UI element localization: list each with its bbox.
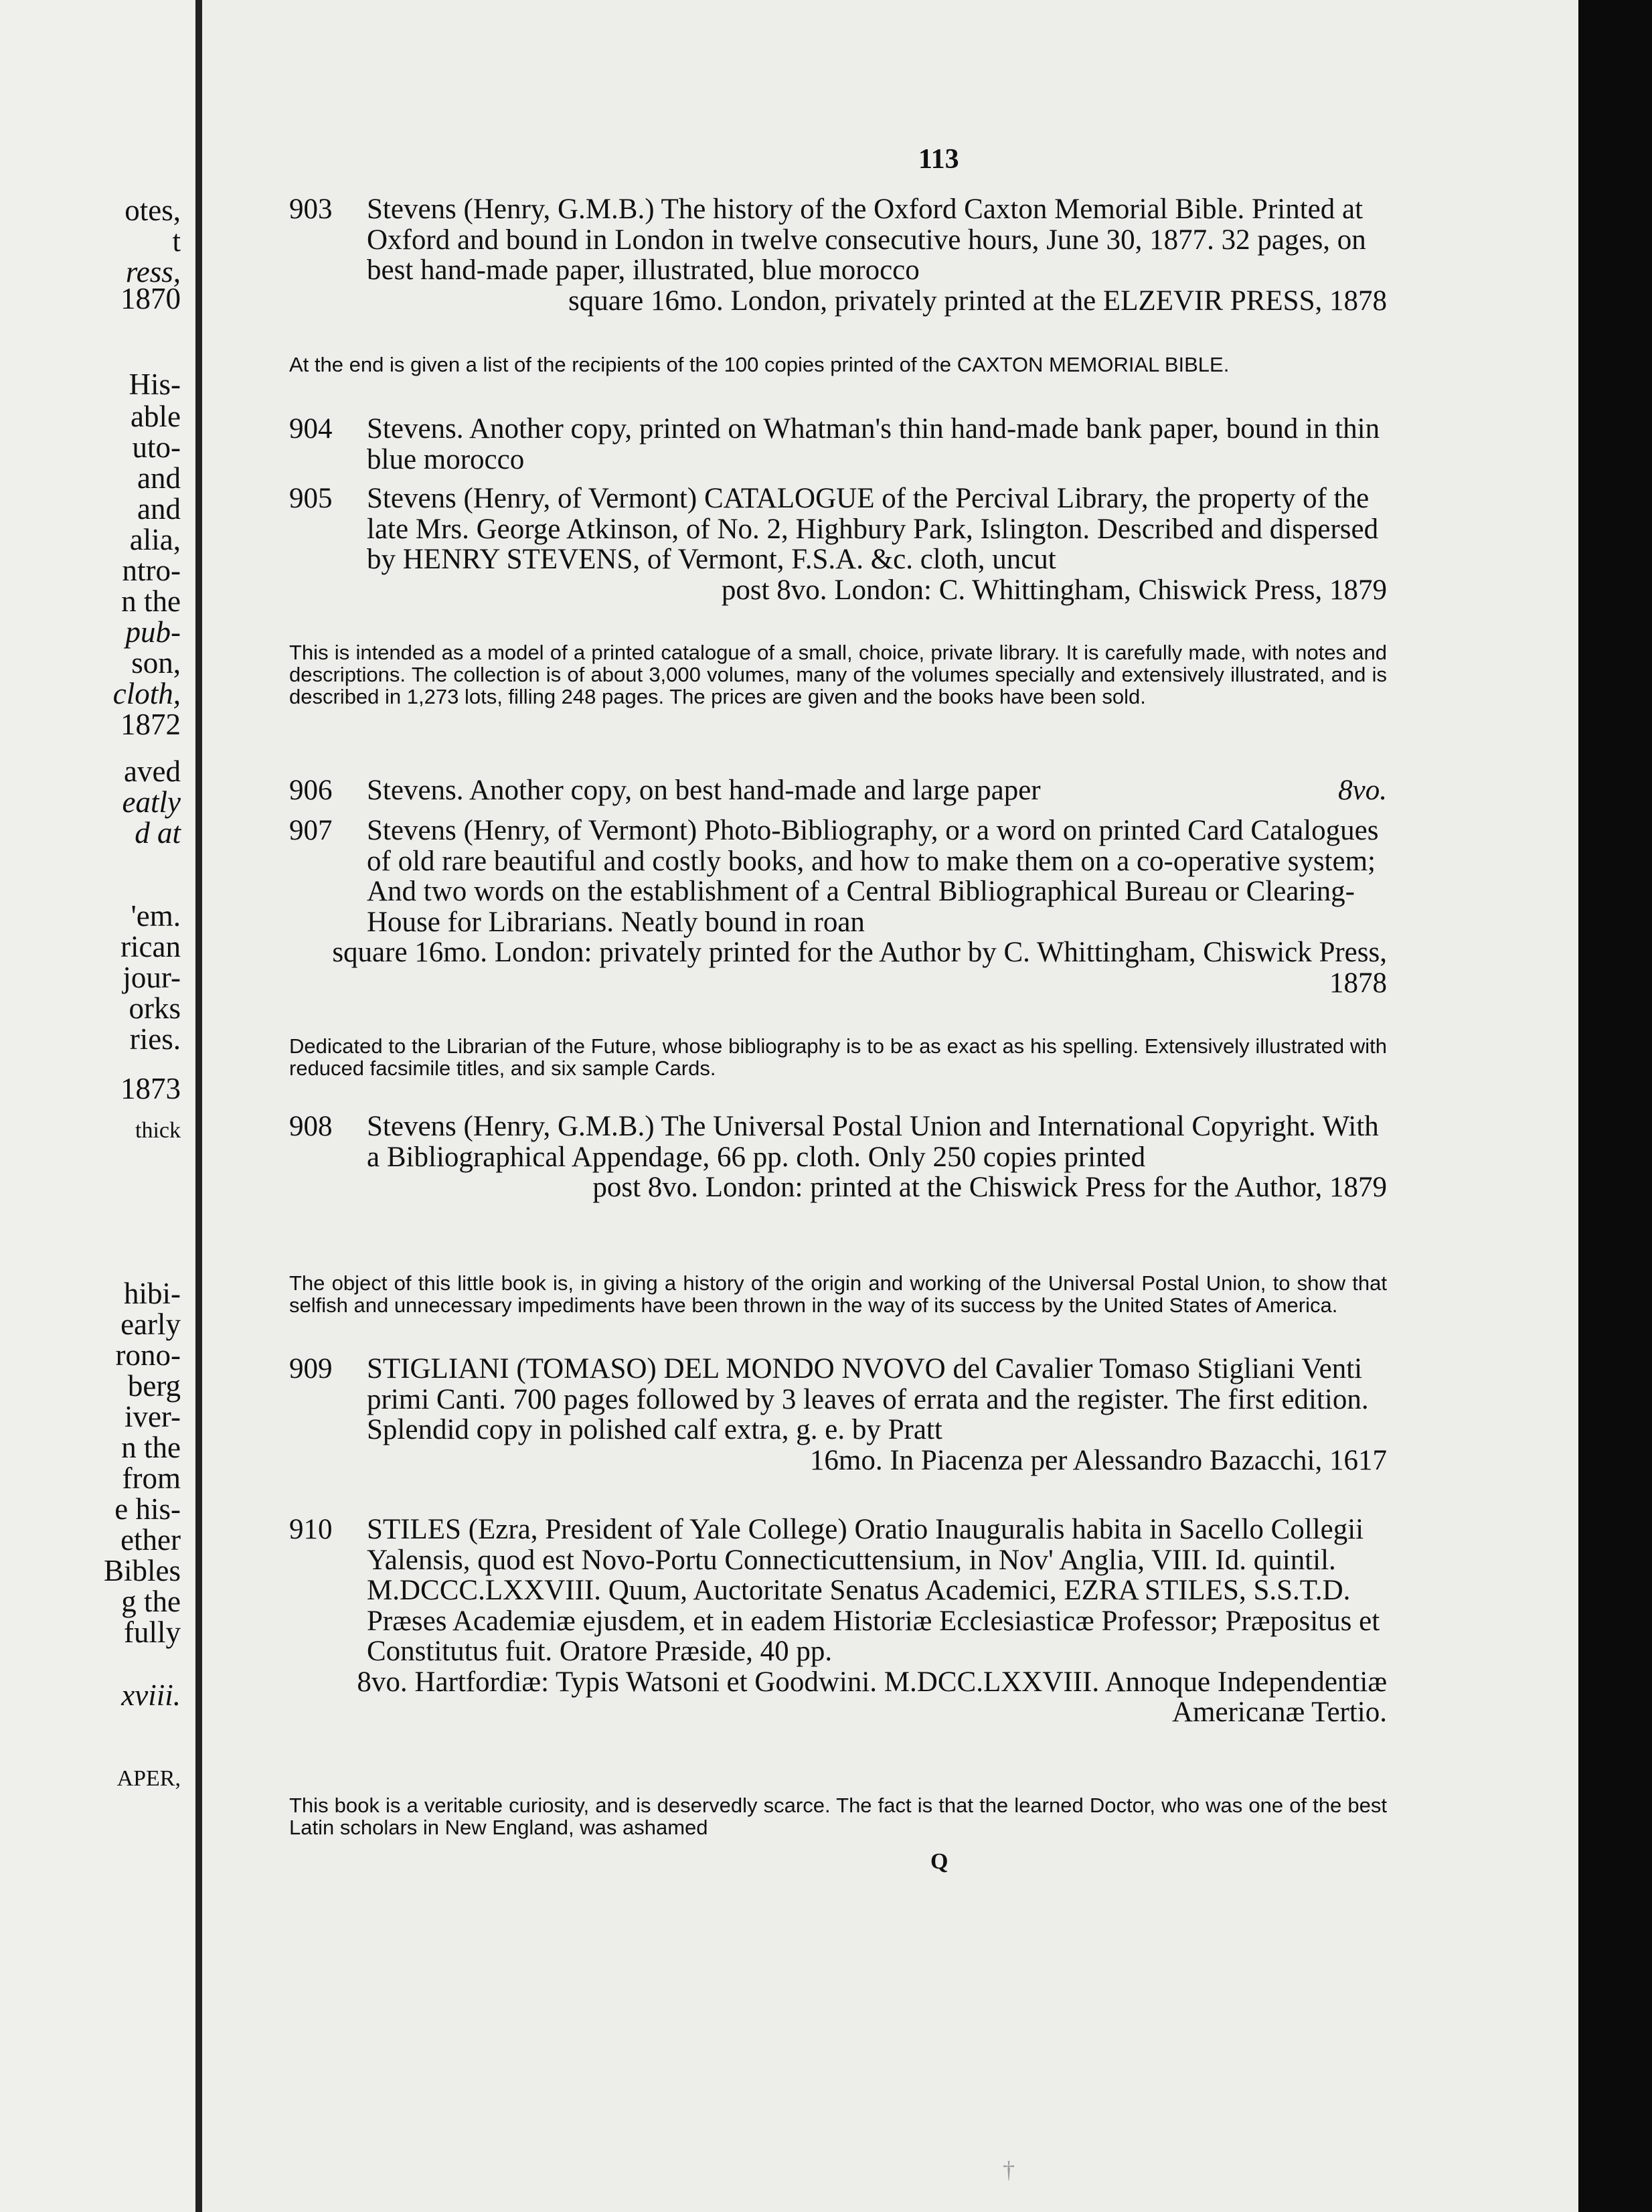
left-page-fragment — [0, 0, 195, 2212]
left-fragment: and — [137, 492, 181, 526]
entry-imprint: square 16mo. London: privately printed for the Author by C. Whittingham, Chiswick Press, 1878 — [332, 937, 1387, 999]
entry-note: This is intended as a model of a printed catalogue of a small, choice, private library. It is carefully made, with notes and descriptions. The collection is of about 3,000 volumes, many of the volumes specially and extensively illustrated, and is described in 1,273 lots, filling 248 pages. The prices are given and the books have been sold. — [289, 641, 1387, 708]
left-fragment: 1870 — [120, 282, 181, 315]
entry-number: 905 — [289, 483, 333, 514]
left-fragment: APER, — [116, 1766, 181, 1791]
left-fragment: 1872 — [120, 708, 181, 741]
left-fragment: eatly — [122, 785, 181, 819]
left-fragment: 'em. — [131, 899, 181, 933]
entry-number: 903 — [289, 193, 333, 225]
left-fragment: cloth, — [112, 677, 181, 710]
left-fragment: rono- — [115, 1338, 181, 1372]
catalogue-entry — [289, 1111, 1387, 1203]
catalogue-entry — [289, 483, 1387, 605]
page-number: 113 — [918, 144, 959, 175]
left-fragment: n the — [121, 584, 181, 618]
left-fragment: Bibles — [103, 1554, 181, 1587]
left-fragment: ress, — [125, 255, 181, 289]
entry-format: 8vo. — [1338, 775, 1387, 806]
left-fragment: uto- — [132, 430, 181, 464]
left-fragment: berg — [127, 1369, 181, 1403]
left-fragment: hibi- — [124, 1277, 181, 1310]
left-fragment: thick — [135, 1118, 181, 1143]
entry-note: This book is a veritable curiosity, and is deservedly scarce. The fact is that the learned Doctor, who was one of the best Latin scholars in New England, was ashamed — [289, 1794, 1387, 1839]
left-fragment: e his- — [114, 1492, 181, 1526]
left-fragment: son, — [131, 646, 181, 680]
left-fragment: jour- — [122, 961, 181, 994]
left-fragment: His- — [129, 368, 181, 401]
left-fragment: 1873 — [120, 1072, 181, 1105]
entry-description: Stevens. Another copy, printed on Whatman's thin hand-made bank paper, bound in thin blue morocco — [367, 413, 1380, 475]
catalogue-entry — [289, 1354, 1387, 1476]
catalogue-entry — [289, 775, 1387, 806]
entry-number: 904 — [289, 413, 333, 445]
left-fragment: otes, — [125, 193, 181, 227]
left-fragment: from — [122, 1462, 181, 1495]
entry-description: Stevens (Henry, G.M.B.) The history of the Oxford Caxton Memorial Bible. Printed at Oxford and bound in London in twelve consecutive hours, June 30, 1877. 32 pages, on best hand-made paper, illustrated, blue morocco — [367, 193, 1366, 286]
entry-note: At the end is given a list of the recipients of the 100 copies printed of the CAXTON MEMORIAL BIBLE. — [289, 353, 1230, 376]
left-fragment: fully — [124, 1615, 181, 1649]
entry-description: Stevens. Another copy, on best hand-made and large paper — [367, 775, 1041, 806]
catalogue-entry — [289, 414, 1387, 475]
left-fragment: alia, — [129, 523, 181, 556]
signature-mark: Q — [930, 1849, 948, 1874]
entry-note: Dedicated to the Librarian of the Future, whose bibliography is to be as exact as his spelling. Extensively illustrated with reduced facsimile titles, and six sample Cards. — [289, 1034, 1387, 1080]
left-fragment: d at — [135, 816, 181, 850]
library-stamp-mark: † — [1003, 2156, 1015, 2183]
entry-imprint: post 8vo. London: C. Whittingham, Chiswick Press, 1879 — [721, 574, 1387, 606]
entry-description: Stevens (Henry, G.M.B.) The Universal Postal Union and International Copyright. With a Bibliographical Appendage, 66 pp. cloth. Only 250 copies printed — [367, 1111, 1379, 1173]
entry-number: 908 — [289, 1111, 333, 1142]
catalogue-page — [202, 0, 1578, 2212]
entry-imprint: square 16mo. London, privately printed at the ELZEVIR PRESS, 1878 — [568, 285, 1387, 317]
entry-imprint: 16mo. In Piacenza per Alessandro Bazacchi, 1617 — [809, 1444, 1387, 1476]
page-gutter — [195, 0, 202, 2212]
left-fragment: n the — [121, 1431, 181, 1464]
left-fragment: ntro- — [122, 554, 181, 587]
entry-number: 907 — [289, 815, 333, 846]
entry-imprint: 8vo. Hartfordiæ: Typis Watsoni et Goodwini. M.DCC.LXXVIII. Annoque Independentiæ Americanæ Tertio. — [357, 1666, 1387, 1728]
left-fragment: xviii. — [121, 1678, 181, 1712]
left-fragment: able — [131, 400, 181, 433]
entry-number: 906 — [289, 775, 333, 806]
entry-description: Stevens (Henry, of Vermont) Photo-Bibliography, or a word on printed Card Catalogues of old rare beautiful and costly books, and how to make them on a co-operative system; And two words on the establishment of a Central Bibliographical Bureau or Clearing-House for Librarians. Neatly bound in roan — [367, 815, 1379, 938]
left-fragment: and — [137, 461, 181, 495]
left-fragment: ether — [120, 1523, 181, 1557]
entry-description: Stevens (Henry, of Vermont) CATALOGUE of the Percival Library, the property of the late Mrs. George Atkinson, of No. 2, Highbury Park, Islington. Described and dispersed by HENRY STEVENS, of Vermont, F.S.A. &c. cloth, uncut — [367, 483, 1379, 575]
left-fragment: orks — [129, 992, 181, 1025]
left-fragment: pub- — [125, 615, 181, 649]
entry-number: 910 — [289, 1514, 333, 1545]
catalogue-entry — [289, 194, 1387, 316]
left-fragment: g the — [121, 1585, 181, 1618]
entry-description: STIGLIANI (TOMASO) DEL MONDO NVOVO del Cavalier Tomaso Stigliani Venti primi Canti. 700 pages followed by 3 leaves of errata and the register. The first edition. Splendid copy in polished calf extra, g. e. by Pratt — [367, 1353, 1369, 1445]
left-fragment: iver- — [124, 1400, 181, 1433]
catalogue-entry — [289, 815, 1387, 998]
left-fragment: early — [120, 1308, 181, 1341]
catalogue-entry — [289, 1514, 1387, 1728]
entry-number: 909 — [289, 1353, 333, 1385]
left-fragment: ries. — [129, 1022, 181, 1056]
entry-description: STILES (Ezra, President of Yale College) Oratio Inauguralis habita in Sacello Collegii Yalensis, quod est Novo-Portu Connecticuttensium, in Nov' Anglia, VIII. Id. quintil. M.DCCC.LXXVIII. Quum, Auctoritate Senatus Academici, EZRA STILES, S.S.T.D. Præses Academiæ ejusdem, et in eadem Historiæ Ecclesiasticæ Professor; Præpositus et Constitutus fuit. Oratore Præside, 40 pp. — [367, 1514, 1380, 1667]
entry-imprint: post 8vo. London: printed at the Chiswick Press for the Author, 1879 — [592, 1172, 1387, 1203]
left-fragment: t — [172, 224, 181, 258]
book-edge — [1578, 0, 1652, 2212]
entry-note: The object of this little book is, in giving a history of the origin and working of the Universal Postal Union, to show that selfish and unnecessary impediments have been thrown in the way of its success by the United States of America. — [289, 1271, 1387, 1317]
left-fragment: rican — [120, 930, 181, 963]
left-fragment: aved — [124, 755, 181, 788]
